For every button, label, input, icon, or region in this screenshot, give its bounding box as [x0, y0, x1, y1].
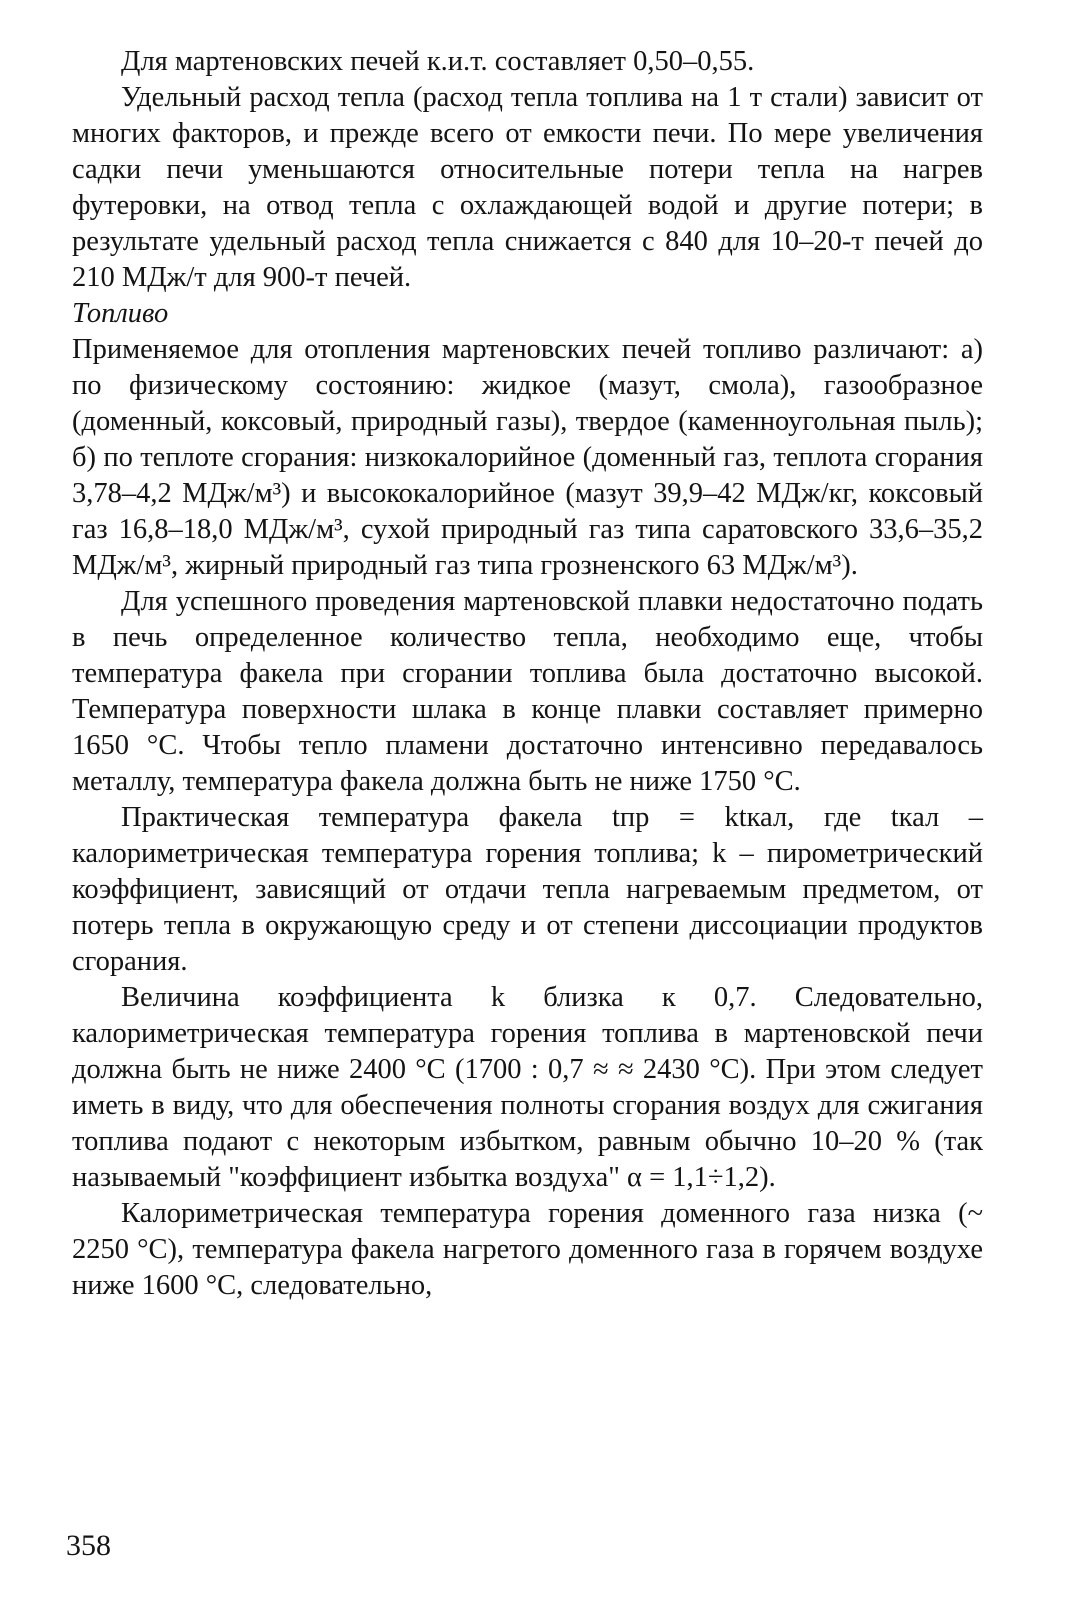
paragraph-practical-temperature: Практическая температура факела tпр = ktкал, где tкал – калориметрическая температура горения топлива; k – пирометрический коэффициент, зависящий от отдачи тепла нагреваемым предметом, от потерь тепла в окружающую среду и от степени диссоциации продуктов сгорания.	[72, 802, 983, 977]
paragraph-blast-furnace-gas: Калориметрическая температура горения доменного газа низка (~ 2250 °С), температура факела нагретого доменного газа в горячем воздухе ниже 1600 °С, следовательно,	[72, 1198, 983, 1301]
paragraph-ked: Для мартеновских печей к.и.т. составляет 0,50–0,55.	[121, 46, 755, 77]
section-heading: Топливо	[72, 298, 169, 329]
paragraph-coefficient: Величина коэффициента k близка к 0,7. Следовательно, калориметрическая температура горения топлива в мартеновской печи должна быть не ниже 2400 °С (1700 : 0,7 ≈ ≈ 2430 °С). При этом следует иметь в виду, что для обеспечения полноты сгорания воздух для сжигания топлива подают с некоторым избытком, равным обычно 10–20 % (так называемый "коэффициент избытка воздуха" α = 1,1÷1,2).	[72, 982, 983, 1193]
paragraph-specific-heat: Удельный расход тепла (расход тепла топлива на 1 т стали) зависит от многих факторов, и прежде всего от емкости печи. По мере увеличения садки печи уменьшаются относительные потери тепла на нагрев футеровки, на отвод тепла с охлаждающей водой и другие потери; в результате удельный расход тепла снижается с 840 для 10–20-т печей до 210 МДж/т для 900-т печей.	[72, 82, 983, 293]
body-text	[72, 44, 983, 1304]
page-number: 358	[66, 1529, 111, 1562]
paragraph-fuel-types: Применяемое для отопления мартеновских печей топливо различают: а) по физическому состоянию: жидкое (мазут, смола), газообразное (доменный, коксовый, природный газы), твердое (каменноугольная пыль); б) по теплоте сгорания: низкокалорийное (доменный газ, теплота сгорания 3,78–4,2 МДж/м³) и высококалорийное (мазут 39,9–42 МДж/кг, коксовый газ 16,8–18,0 МДж/м³, сухой природный газ типа саратовского 33,6–35,2 МДж/м³, жирный природный газ типа грозненского 63 МДж/м³).	[72, 334, 983, 581]
paragraph-flame-temperature: Для успешного проведения мартеновской плавки недостаточно подать в печь определенное количество тепла, необходимо еще, чтобы температура факела при сгорании топлива была достаточно высокой. Температура поверхности шлака в конце плавки составляет примерно 1650 °С. Чтобы тепло пламени достаточно интенсивно передавалось металлу, температура факела должна быть не ниже 1750 °С.	[72, 586, 983, 797]
